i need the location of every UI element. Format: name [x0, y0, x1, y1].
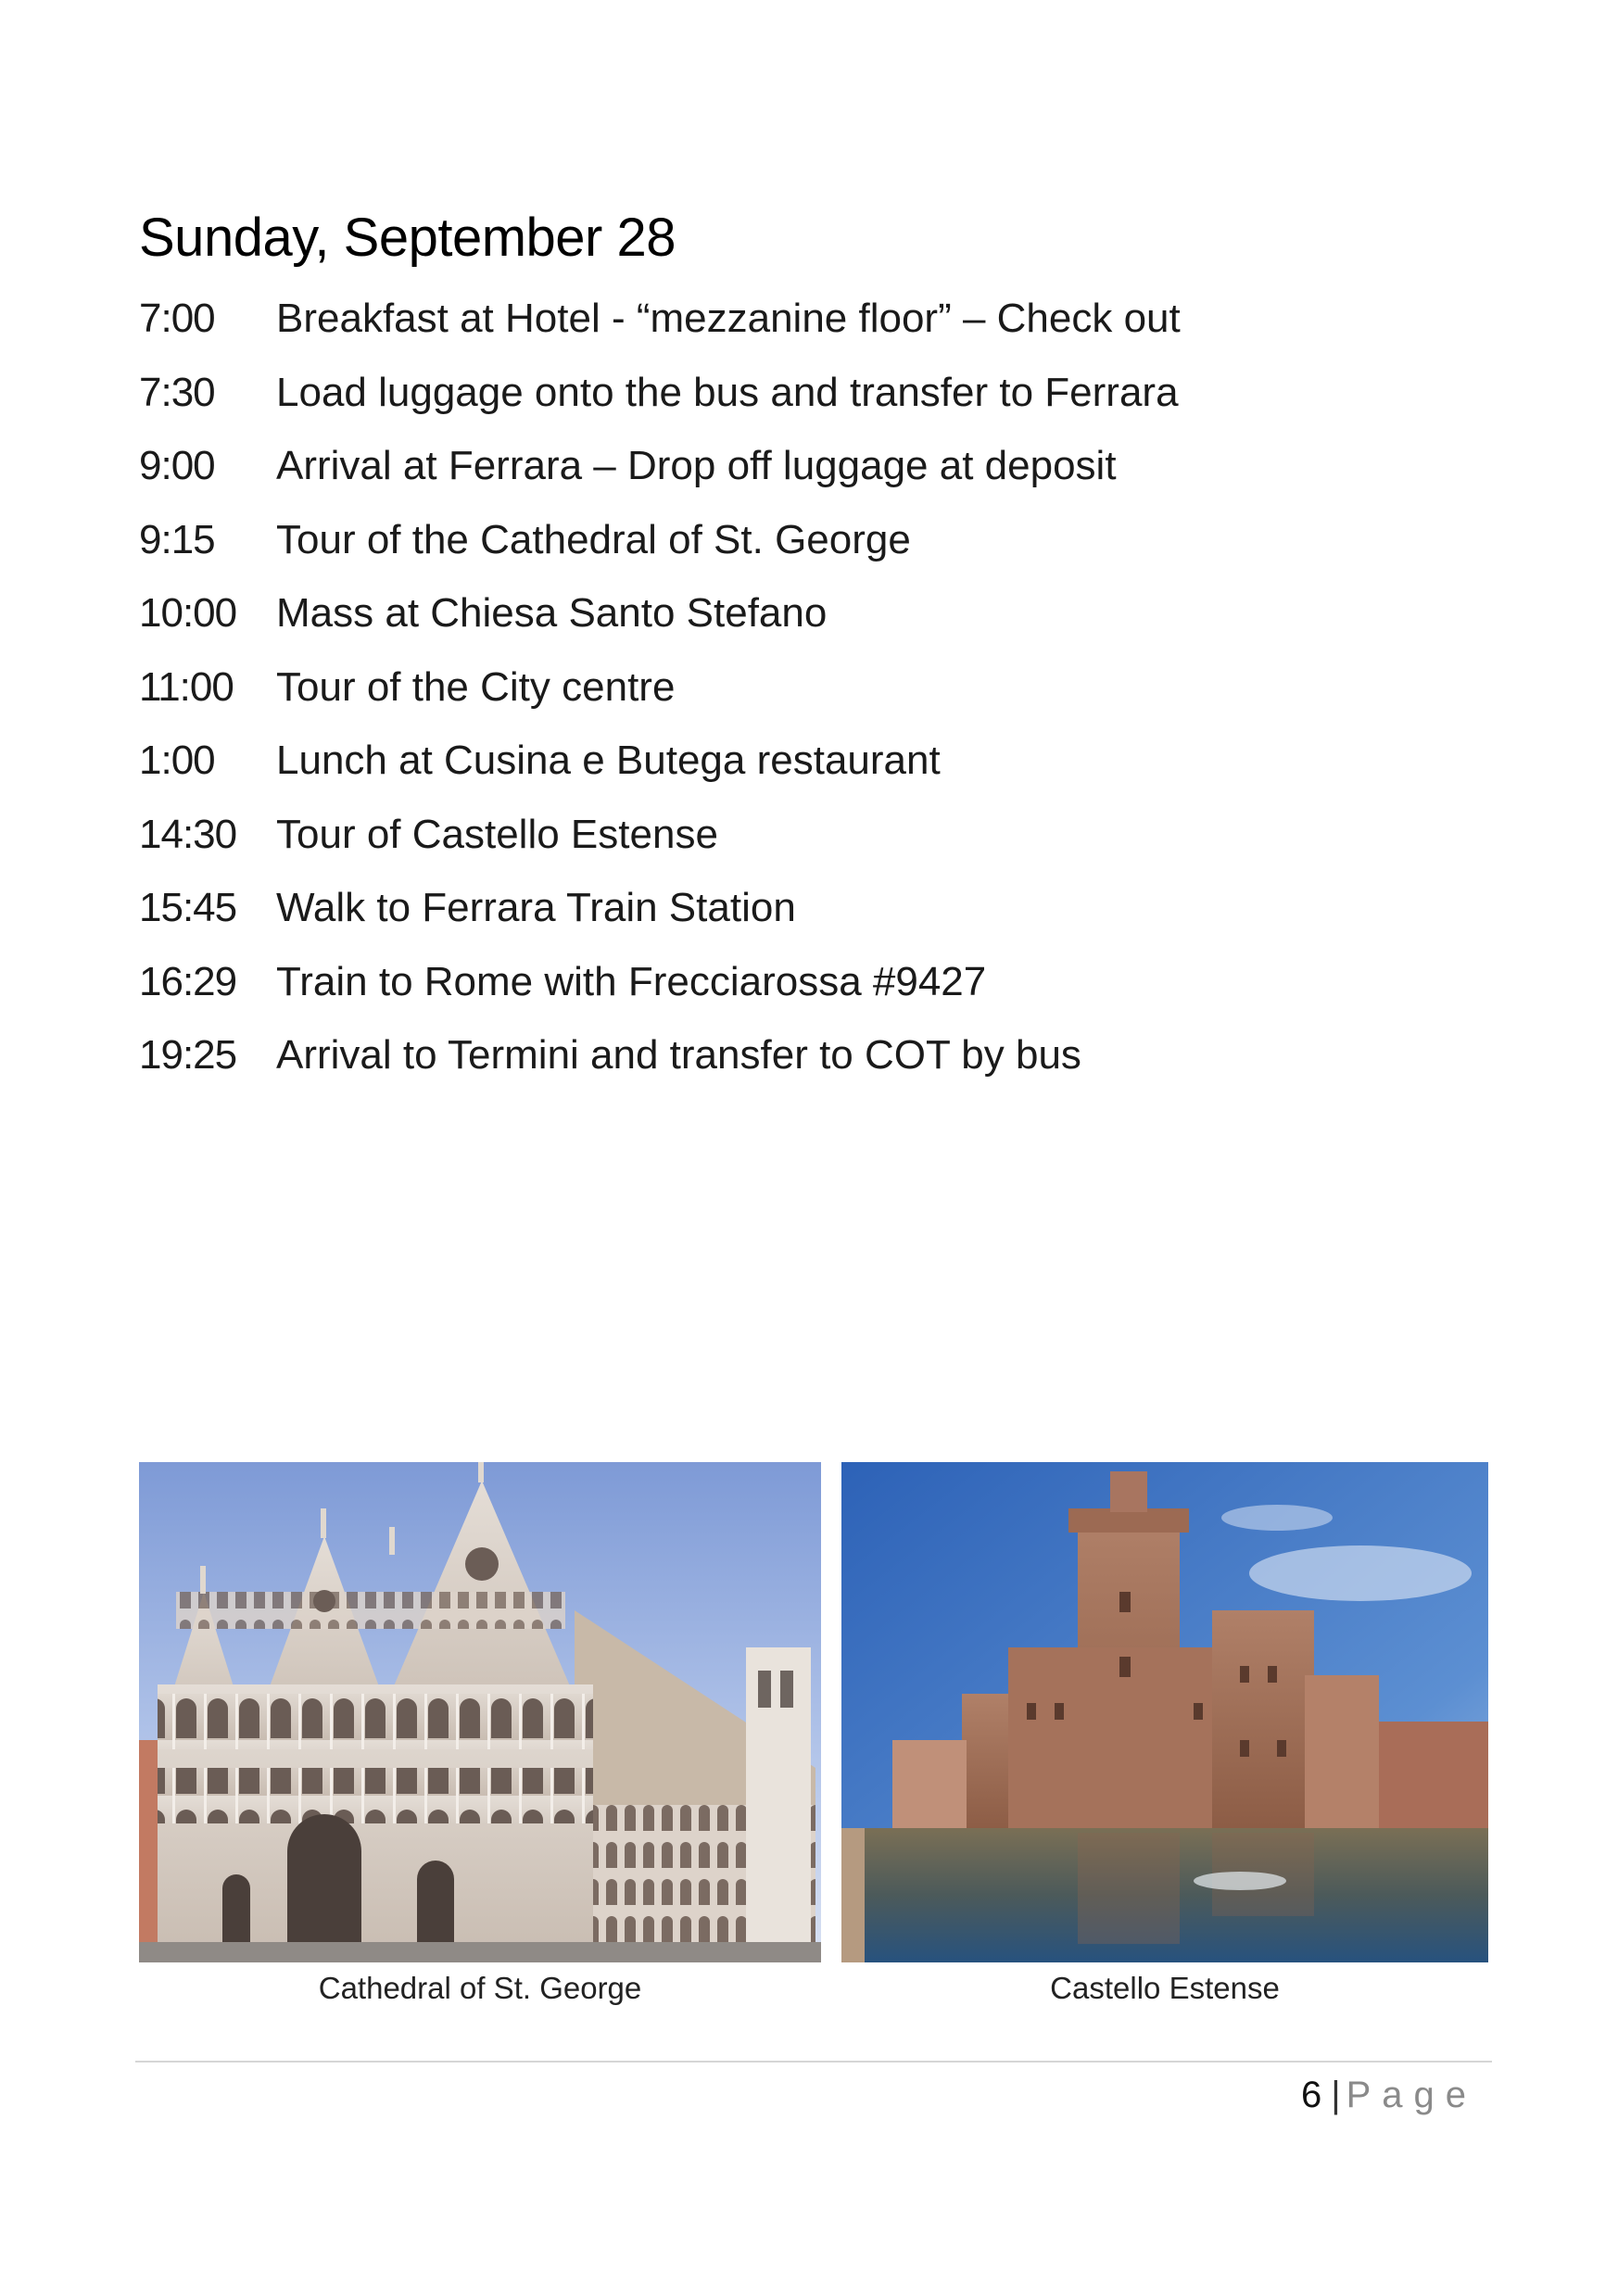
- schedule-row: [139, 291, 1483, 365]
- schedule-description: Load luggage onto the bus and transfer to Ferrara: [276, 369, 1179, 415]
- footer-divider: [135, 2061, 1492, 2063]
- page-title: Sunday, September 28: [139, 208, 676, 268]
- schedule-description: Arrival at Ferrara – Drop off luggage at deposit: [276, 443, 1117, 488]
- schedule-description: Arrival to Termini and transfer to COT by bus: [276, 1032, 1081, 1078]
- schedule-description: Tour of Castello Estense: [276, 811, 718, 857]
- schedule-time: 16:29: [139, 958, 237, 1004]
- schedule-time: 9:00: [139, 443, 215, 488]
- photo-caption: Castello Estense: [1050, 1971, 1280, 2005]
- schedule-list: [139, 291, 1483, 1102]
- schedule-description: Tour of the City centre: [276, 663, 676, 710]
- schedule-row: [139, 512, 1483, 587]
- schedule-row: [139, 807, 1483, 881]
- castle-photo: [841, 1462, 1488, 1962]
- schedule-row: [139, 954, 1483, 1028]
- schedule-time: 15:45: [139, 885, 237, 930]
- cathedral-photo: [139, 1462, 821, 1962]
- schedule-row: [139, 365, 1483, 439]
- schedule-row: [139, 586, 1483, 660]
- page-label: Page: [1346, 2075, 1477, 2115]
- schedule-description: Mass at Chiesa Santo Stefano: [276, 590, 828, 636]
- schedule-time: 9:15: [139, 516, 215, 562]
- schedule-time: 11:00: [139, 663, 234, 710]
- schedule-time: 7:00: [139, 296, 215, 341]
- schedule-description: Walk to Ferrara Train Station: [276, 885, 796, 930]
- schedule-time: 19:25: [139, 1032, 237, 1078]
- schedule-description: Train to Rome with Frecciarossa #9427: [276, 958, 987, 1004]
- schedule-row: [139, 733, 1483, 807]
- schedule-description: Tour of the Cathedral of St. George: [276, 516, 911, 562]
- schedule-time: 10:00: [139, 590, 237, 636]
- photo-caption: Cathedral of St. George: [318, 1971, 642, 2005]
- schedule-row: [139, 660, 1483, 734]
- schedule-description: Lunch at Cusina e Butega restaurant: [276, 738, 941, 783]
- footer-separator: |: [1331, 2075, 1341, 2115]
- schedule-description: Breakfast at Hotel - “mezzanine floor” – Check out: [276, 296, 1181, 341]
- schedule-row: [139, 438, 1483, 512]
- schedule-time: 14:30: [139, 811, 237, 857]
- schedule-time: 1:00: [139, 738, 215, 783]
- schedule-row: [139, 880, 1483, 954]
- schedule-time: 7:30: [139, 369, 215, 415]
- page-footer: [1301, 2070, 1477, 2120]
- schedule-row: [139, 1028, 1483, 1102]
- page-number: 6: [1300, 2075, 1322, 2115]
